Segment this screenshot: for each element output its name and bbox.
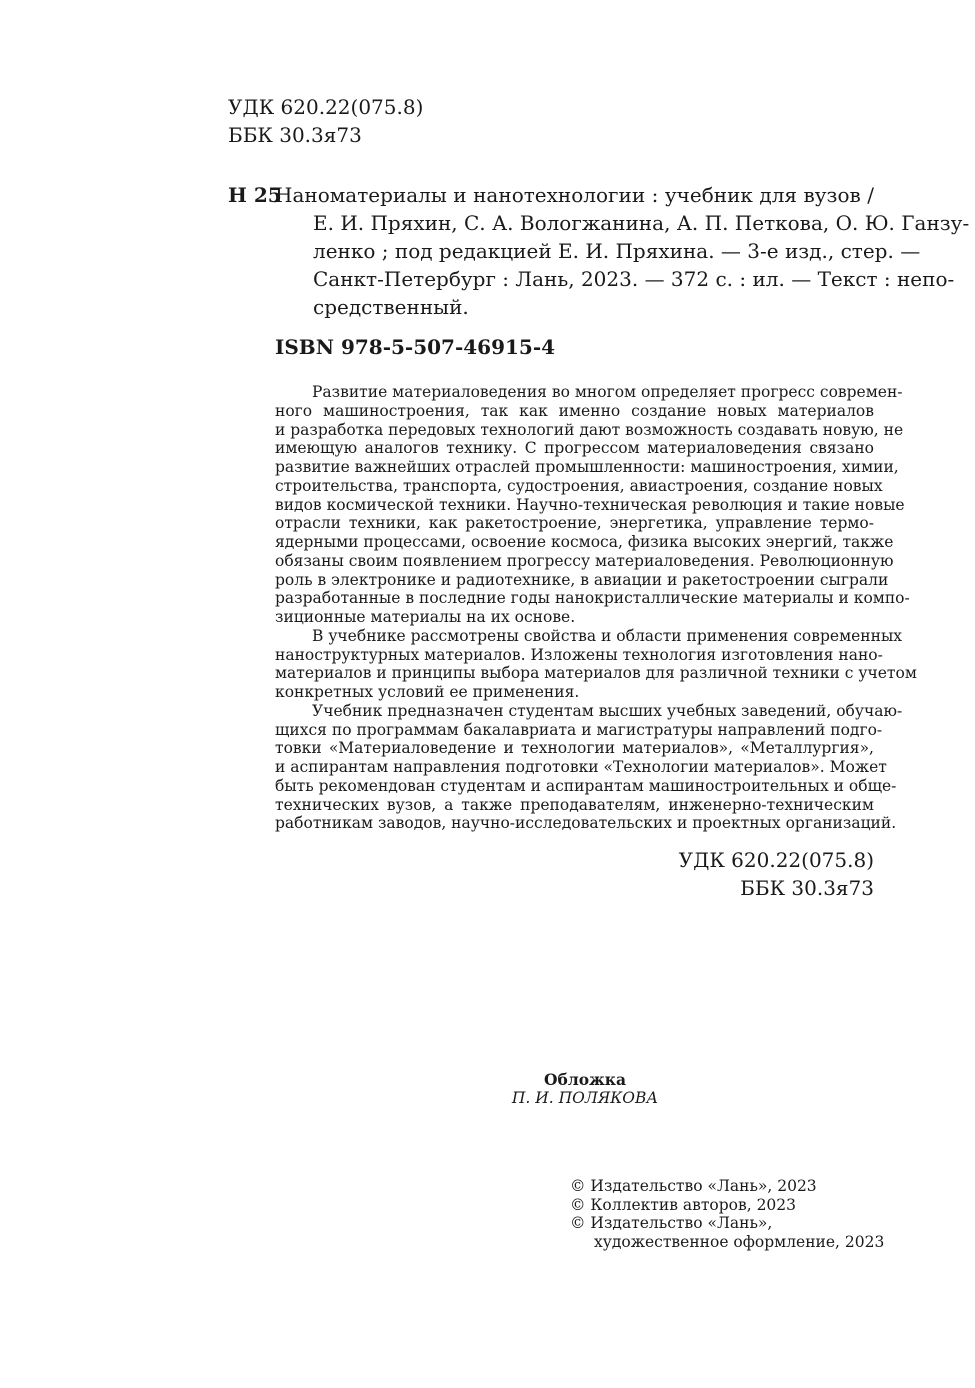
bbk-code: ББК 30.3я73 bbox=[740, 876, 874, 900]
annotation-line: имеющую аналогов технику. С прогрессом материаловедения связано bbox=[275, 439, 874, 458]
annotation-line: материалов и принципы выбора материалов для различной техники с учетом bbox=[275, 664, 917, 683]
copyright-line: © Коллектив авторов, 2023 bbox=[570, 1195, 797, 1214]
bibliographic-description bbox=[275, 181, 970, 321]
entry-line: Наноматериалы и нанотехнологии : учебник для вузов / bbox=[275, 183, 874, 207]
udk-code: УДК 620.22(075.8) bbox=[228, 95, 424, 119]
cover-label: Обложка bbox=[544, 1070, 626, 1089]
annotation-paragraph bbox=[275, 383, 910, 627]
annotation bbox=[275, 383, 917, 833]
annotation-line: видов космической техники. Научно-техническая революция и такие новые bbox=[275, 495, 905, 514]
cover-credit bbox=[425, 1071, 745, 1107]
annotation-line: технических вузов, а также преподавателям, инженерно-техническим bbox=[275, 795, 874, 814]
annotation-line: разработанные в последние годы нанокристаллические материалы и компо- bbox=[275, 589, 910, 608]
annotation-line: строительства, транспорта, судостроения, авиастроения, создание новых bbox=[275, 476, 883, 495]
annotation-line: быть рекомендован студентам и аспирантам машиностроительных и обще- bbox=[275, 776, 897, 795]
cover-designer-name: П. И. ПОЛЯКОВА bbox=[511, 1089, 659, 1107]
annotation-line: В учебнике рассмотрены свойства и области применения современных bbox=[312, 626, 903, 645]
classification-codes-top bbox=[228, 93, 423, 149]
copyright-block bbox=[570, 1177, 884, 1251]
copyright-line: © Издательство «Лань», bbox=[570, 1214, 773, 1232]
annotation-line: Развитие материаловедения во многом определяет прогресс современ- bbox=[312, 383, 903, 401]
annotation-line: отрасли техники, как ракетостроение, энергетика, управление термо- bbox=[275, 514, 874, 533]
author-mark: Н 25 bbox=[228, 183, 282, 207]
annotation-line: щихся по программам бакалавриата и магистратуры направлений подго- bbox=[275, 720, 883, 739]
isbn: ISBN 978-5-507-46915-4 bbox=[275, 335, 556, 359]
entry-line: средственный. bbox=[313, 295, 469, 319]
entry-line: Е. И. Пряхин, С. А. Вологжанина, А. П. Петкова, О. Ю. Ганзу- bbox=[313, 211, 970, 235]
annotation-line: и разработка передовых технологий дают возможность создавать новую, не bbox=[275, 420, 904, 439]
annotation-line: ядерными процессами, освоение космоса, физика высоких энергий, также bbox=[275, 533, 894, 551]
annotation-line: Учебник предназначен студентам высших учебных заведений, обучаю- bbox=[312, 701, 903, 720]
annotation-paragraph bbox=[275, 701, 903, 833]
bbk-code: ББК 30.3я73 bbox=[228, 123, 362, 147]
annotation-paragraph bbox=[275, 626, 917, 702]
udk-code: УДК 620.22(075.8) bbox=[678, 848, 874, 872]
annotation-line: роль в электронике и радиотехнике, в авиации и ракетостроении сыграли bbox=[275, 570, 889, 589]
entry-line: ленко ; под редакцией Е. И. Пряхина. — 3-е изд., стер. — bbox=[313, 239, 921, 263]
annotation-line: обязаны своим появлением прогрессу материаловедения. Революционную bbox=[275, 551, 894, 570]
annotation-line: и аспирантам направления подготовки «Технологии материалов». Может bbox=[275, 758, 887, 776]
annotation-line: товки «Материаловедение и технологии материалов», «Металлургия», bbox=[275, 739, 874, 758]
copyright-line: © Издательство «Лань», 2023 bbox=[570, 1177, 817, 1195]
entry-line: Санкт-Петербург : Лань, 2023. — 372 с. : ил. — Текст : непо- bbox=[313, 267, 955, 291]
annotation-line: развитие важнейших отраслей промышленности: машиностроения, химии, bbox=[275, 458, 899, 476]
annotation-line: наноструктурных материалов. Изложены технология изготовления нано- bbox=[275, 645, 883, 664]
annotation-line: конкретных условий ее применения. bbox=[275, 683, 580, 701]
annotation-line: зиционные материалы на их основе. bbox=[275, 608, 576, 626]
annotation-line: работникам заводов, научно-исследовательских и проектных организаций. bbox=[275, 814, 897, 833]
classification-codes-bottom bbox=[679, 846, 874, 902]
annotation-line: ного машиностроения, так как именно создание новых материалов bbox=[275, 401, 874, 420]
copyright-line: художественное оформление, 2023 bbox=[594, 1232, 885, 1251]
